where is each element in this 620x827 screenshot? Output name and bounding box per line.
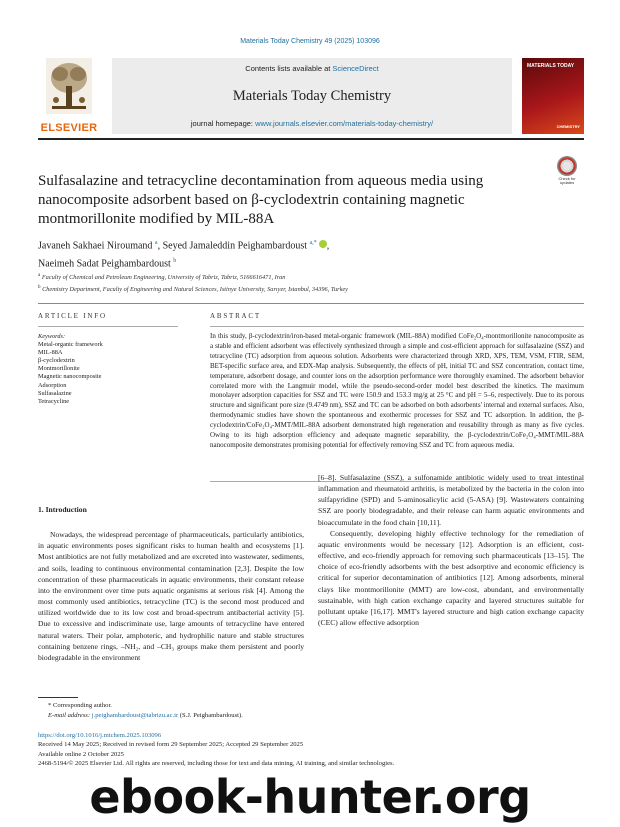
author-affiliation-marker[interactable]: b [173,257,177,264]
contents-available-line [112,64,512,73]
footnotes [48,701,548,720]
section-heading-introduction: 1. Introduction [38,505,87,514]
journal-title: Materials Today Chemistry [232,88,392,104]
keyword-item: Magnetic nanocomposite [38,373,102,381]
email-label: E-mail address: [48,711,92,719]
homepage-prefix: journal homepage: [190,119,256,128]
body-paragraph: Nowadays, the widespread percentage of pharmaceuticals, particularly antibiotics, in aquatic environments poses significant risks to human health and ecosystems [1]. Most antibiotics are not fully metabolized and are excreted into wastewater, sediments, and soils, leading to continuous environmental contamination [2,3]. Despite the low concentration of these pharmaceuticals in aquatic environments, their constant release into the environment over time puts aquatic organisms at serious risk [4]. Among the most commonly used antibiotics, tetracycline (TC) is the second most produced and utilized worldwide due to its low cost and broad-spectrum antibacterial activity [5]. Due to excessive and indiscriminate use, large amounts of tetracycline have entered natural waters. Their polar, amphoteric, and hydrophilic nature and stable structures containing benzene rings, –NH₂, and –CH₃ groups make them persistent and poorly biodegradable in the environment [38,530,304,662]
publisher-logo-text: ELSEVIER [40,122,98,134]
keyword-item: Sulfasalazine [38,389,72,397]
keyword-item: Metal-organic framework [38,341,103,349]
author-list: Javaneh Sakhaei Niroumand $^a$, Seyed Jamaleddin Peighambardoust $^{a,*}$ , Naeimeh Sadat Peighambardoust $^b$ [38,240,330,270]
affiliation-item [38,271,578,283]
received-dates: Received 14 May 2025; Received in revised form 29 September 2025; Accepted 29 September 2025 [38,741,304,749]
body-paragraph: [6–8]. Sulfasalazine (SSZ), a sulfonamide antibiotic widely used to treat intestinal inflammation and rheumatoid arthritis, is metabolized by the bacteria in the colon into sulfapyridine (SPD) and 5-aminosalicylic acid (5-ASA) [9]. Wastewaters containing SSZ are poorly biodegradable, and their release can harm aquatic environments and bioaccumulate in the food chain [10,11]. [318,473,584,527]
article-info-divider [38,326,178,327]
elsevier-tree-icon [46,58,92,114]
article-info-label: ARTICLE INFO [38,312,107,320]
affiliation-text: Chemistry Department, Faculty of Engineering and Natural Sciences, Istinye University, Sarıyer, Istanbul, 34396, Turkey [42,286,348,294]
keywords-heading: Keywords: [38,333,66,340]
cover-title: MATERIALS TODAY [527,63,575,69]
keyword-item: Tetracycline [38,397,70,405]
doi-link[interactable]: https://doi.org/10.1016/j.mtchem.2025.103096 [38,732,162,739]
copyright-notice: 2468-5194/© 2025 Elsevier Ltd. All rights are reserved, including those for text and data mining, AI training, and similar technologies. [38,760,395,768]
abstract-text: In this study, β-cyclodextrin/iron-based metal-organic framework (MIL-88A) modified CoFe₂O₄-montmorillonite nanocomposite as a stable and efficient adsorbent was effectively synthesized through a simple and cost-efficient approach for sulfasalazine (SSZ) and tetracycline (TC) adsorption from aqueous solution. Adsorbents were characterized through XRD, XPS, TEM, VSM, FTIR, SEM, BET-specific surface area, and EDX-Map analysis. Subsequently, the effects of pH, initial TC and SSZ concentration, contact time, temperature, adsorbent dosage, and counter ions on the adsorption performance were thoroughly examined. The adsorbent behavior correlated more with the Langmuir model, while the pseudo-second-order model best described the kinetics. The maximum monolayer adsorption capacities for SSZ and TC were 150.9 and 153.3 mg/g at 25 °C and pH = 5–6, respectively. Due to its porous structure and significant pore size (9.4749 nm), SSZ and TC can be adsorbed on both adsorbents' internal and external surfaces. Also, thermodynamic studies have shown the spontaneous and exothermic processes for SSZ and TC adsorption. In addition, the β-cyclodextrin/CoFe₂O₄-MMT/MIL-88A adsorbent demonstrated high regeneration and reusability through as many as five cycles. Owing to its high adsorption efficiency and adequate magnetic separability, the β-cyclodextrin/CoFe₂O₄-MMT/MIL-88A nanocomposite demonstrates promising potential for effectively removing SSZ and TC from aqueous media. [210,332,584,449]
journal-masthead [38,58,584,138]
journal-homepage-line [112,119,512,128]
corresponding-author-note: * Corresponding author. [48,702,112,709]
affiliation-text: Faculty of Chemical and Petroleum Engineering, University of Tabriz, Tabriz, 5166616471, Iran [41,274,286,282]
body-column-right [318,472,584,628]
check-updates-label: Check for updates [558,176,576,186]
corresponding-author-text: Corresponding author. [52,702,112,709]
affiliation-marker: b [38,285,41,291]
check-for-updates-button[interactable] [552,156,582,186]
affiliation-marker: a [38,273,41,278]
abstract-divider [210,326,584,327]
keyword-item: β-cyclodextrin [38,357,75,365]
journal-reference[interactable]: Materials Today Chemistry 49 (2025) 103096 [240,38,380,45]
masthead-divider [38,138,584,140]
article-title: Sulfasalazine and tetracycline decontamination from aqueous media using nanocomposite adsorbent based on β-cyclodextrin containing magnetic montmorillonite modified by MIL-88A [38,173,484,227]
email-owner: (S.J. Peighambardoust). [178,711,243,719]
body-column-left [38,504,304,663]
sciencedirect-link[interactable]: ScienceDirect [332,64,379,73]
author-name[interactable]: Naeimeh Sadat Peighambardoust [38,258,171,270]
publication-info [38,731,584,769]
author-affiliation-marker[interactable]: a,* [309,240,317,246]
email-note [48,711,548,721]
check-updates-icon [557,156,577,176]
journal-homepage-link[interactable]: www.journals.elsevier.com/materials-today-chemistry/ [255,119,434,128]
email-link[interactable]: j.peighambardoust@tabrizu.ac.ir [91,711,179,719]
masthead-center-panel [112,58,512,134]
publisher-logo[interactable] [38,58,100,134]
cover-tag: CHEMISTRY [556,124,580,129]
abstract-label: ABSTRACT [210,312,261,320]
author-name[interactable]: Javaneh Sakhaei Niroumand [38,240,153,252]
available-online-date: Available online 2 October 2025 [38,750,124,758]
author-affiliation-marker[interactable]: a [154,240,158,246]
orcid-icon[interactable] [319,240,327,248]
footnote-divider [38,697,78,698]
watermark: ebook-hunter.org [89,770,531,824]
body-paragraph: Consequently, developing highly effective technology for the remediation of aquatic environments would be necessary [12]. Adsorption is an efficient, cost-effective, and eco-friendly approach for removing such pharmaceuticals [13–15]. The choice of eco-friendly adsorbents with the best adsorptive and economic efficiency is critical for superior decontamination of antibiotics [12]. Among adsorbents, mineral clays like montmorillonite (MMT) are low-cost, abundant, and environmentally sustainable, with high cation exchange capacity and layered structures suitable for pollutant uptake [16,17]. MMT's layered structure and high cation exchange capacity (CEC) allow effective adsorption [318,528,584,628]
header-divider [38,303,584,304]
affiliation-item [38,283,578,295]
journal-cover-thumbnail[interactable] [522,58,584,134]
affiliations [38,271,578,295]
keyword-item: Montmorillonite [38,365,80,373]
keyword-item: Adsorption [38,381,67,389]
author-name[interactable]: Seyed Jamaleddin Peighambardoust [162,240,308,252]
keyword-item: MIL-88A [38,349,63,357]
contents-prefix: Contents lists available at [245,64,333,73]
keywords-list [38,333,188,406]
